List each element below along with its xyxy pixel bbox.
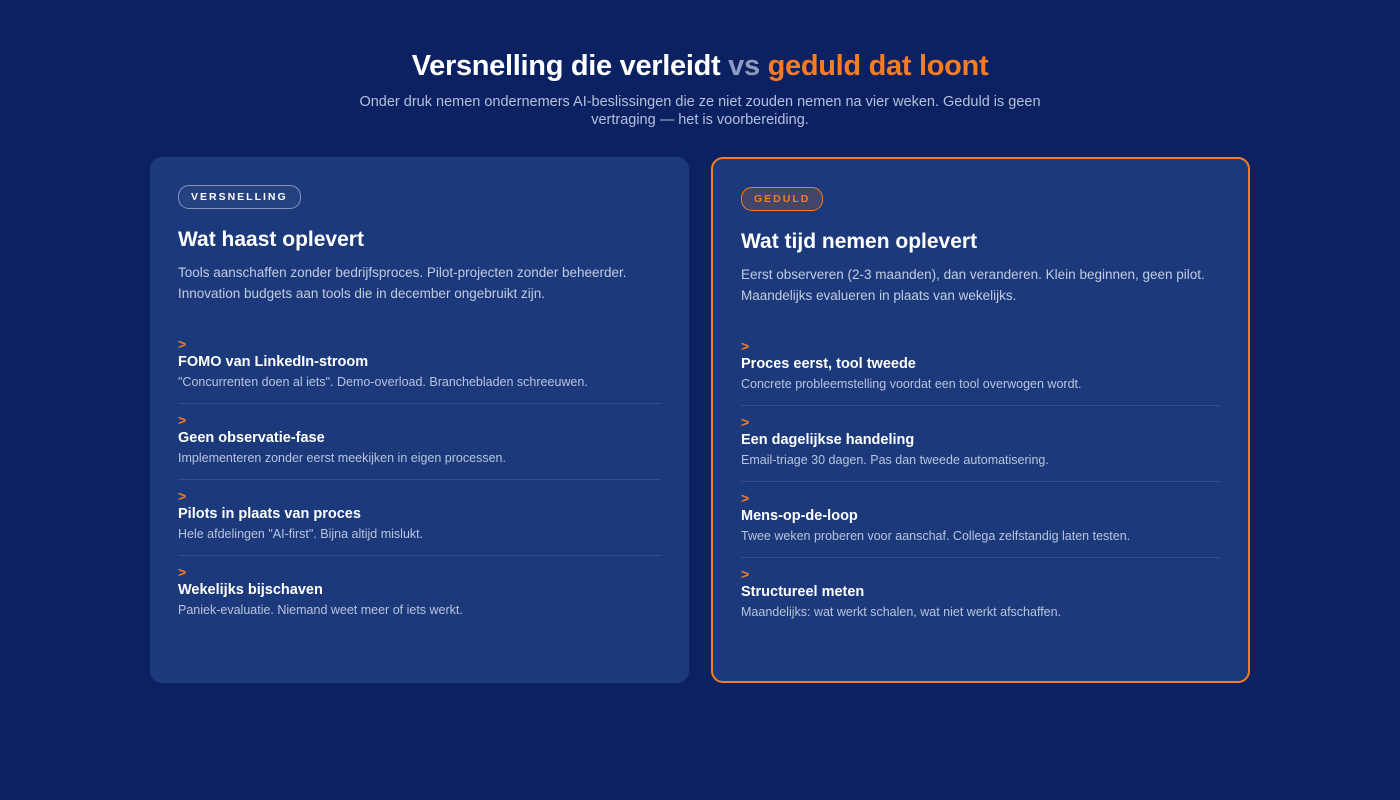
page-subtitle: Onder druk nemen ondernemers AI-beslissingen die ze niet zouden nemen na vier weken. Geduld is geen vertraging — het is voorbereiding. xyxy=(359,94,1041,128)
list-item xyxy=(741,482,1220,558)
item-list xyxy=(741,330,1220,633)
list-item xyxy=(178,480,661,556)
item-title: Pilots in plaats van proces xyxy=(178,506,361,522)
arrow-icon: > xyxy=(178,488,187,504)
arrow-icon: > xyxy=(741,490,750,506)
card-geduld xyxy=(711,157,1250,683)
title-part-2: geduld dat loont xyxy=(767,50,989,82)
item-description: Paniek-evaluatie. Niemand weet meer of iets werkt. xyxy=(178,603,463,617)
badge-geduld: GEDULD xyxy=(741,187,823,211)
item-title: Geen observatie-fase xyxy=(178,430,325,446)
item-description: Concrete probleemstelling voordat een tool overwogen wordt. xyxy=(741,377,1082,391)
item-description: Implementeren zonder eerst meekijken in eigen processen. xyxy=(178,451,506,465)
arrow-icon: > xyxy=(741,566,750,582)
item-description: Email-triage 30 dagen. Pas dan tweede automatisering. xyxy=(741,453,1049,467)
card-description: Tools aanschaffen zonder bedrijfsproces. Pilot-projecten zonder beheerder. Innovation budgets aan tools die in december ongebruikt zijn. xyxy=(178,265,627,301)
item-list xyxy=(178,328,661,631)
hero-section xyxy=(0,48,1400,129)
list-item xyxy=(741,330,1220,406)
badge-versnelling: VERSNELLING xyxy=(178,185,301,209)
page-title xyxy=(0,48,1400,84)
item-title: Wekelijks bijschaven xyxy=(178,582,323,598)
list-item xyxy=(741,406,1220,482)
arrow-icon: > xyxy=(741,338,750,354)
card-heading: Wat haast oplevert xyxy=(178,228,364,251)
item-description: Twee weken proberen voor aanschaf. Collega zelfstandig laten testen. xyxy=(741,529,1131,543)
item-title: Proces eerst, tool tweede xyxy=(741,356,916,372)
arrow-icon: > xyxy=(178,564,187,580)
item-description: Maandelijks: wat werkt schalen, wat niet werkt afschaffen. xyxy=(741,605,1062,619)
item-description: Hele afdelingen "AI-first". Bijna altijd mislukt. xyxy=(178,527,424,541)
arrow-icon: > xyxy=(741,414,750,430)
item-description: "Concurrenten doen al iets". Demo-overload. Branchebladen schreeuwen. xyxy=(178,375,588,389)
list-item xyxy=(178,328,661,404)
item-title: Een dagelijkse handeling xyxy=(741,432,915,448)
list-item xyxy=(178,556,661,631)
item-title: Mens-op-de-loop xyxy=(741,508,858,524)
item-title: Structureel meten xyxy=(741,584,865,600)
card-description: Eerst observeren (2-3 maanden), dan veranderen. Klein beginnen, geen pilot. Maandelijks evalueren in plaats van wekelijks. xyxy=(741,267,1205,303)
list-item xyxy=(178,404,661,480)
list-item xyxy=(741,558,1220,633)
title-vs: vs xyxy=(728,50,760,82)
title-part-1: Versnelling die verleidt xyxy=(411,50,721,82)
arrow-icon: > xyxy=(178,336,187,352)
card-heading: Wat tijd nemen oplevert xyxy=(741,230,978,253)
arrow-icon: > xyxy=(178,412,187,428)
card-versnelling xyxy=(150,157,689,683)
item-title: FOMO van LinkedIn-stroom xyxy=(178,354,369,370)
